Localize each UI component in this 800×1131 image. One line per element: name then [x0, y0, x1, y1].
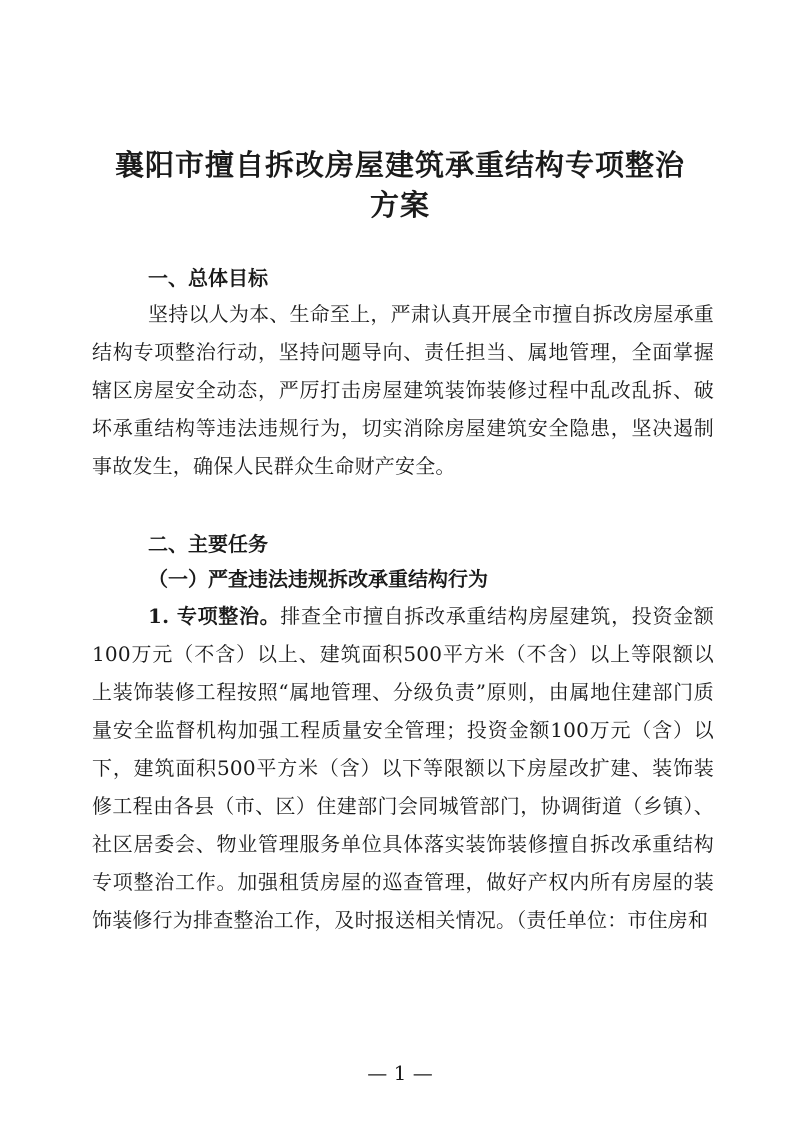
item1-lead: 1. 专项整治。: [148, 604, 281, 628]
subsection1-heading: （一）严查违法违规拆改承重结构行为: [148, 567, 488, 591]
document-title-line2: 方案: [369, 188, 430, 222]
section2-heading: 二、主要任务: [148, 532, 268, 556]
section1-paragraph: 坚持以人为本、生命至上，严肃认真开展全市擅自拆改房屋承重结构专项整治行动，坚持问题导向、责任担当、属地管理，全面掌握辖区房屋安全动态，严厉打击房屋建筑装饰装修过程中乱改乱拆、破坏承重结构等违法违规行为，切实消除房屋建筑安全隐患，坚决遏制事故发生，确保人民群众生命财产安全。: [92, 302, 714, 478]
item1-paragraph: [92, 597, 714, 939]
item1-body: 排查全市擅自拆改承重结构房屋建筑，投资金额100万元（不含）以上、建筑面积500平方米（不含）以上等限额以上装饰装修工程按照“属地管理、分级负责”原则，由属地住建部门质量安全监督机构加强工程质量安全管理；投资金额100万元（含）以下，建筑面积500平方米（含）以下等限额以下房屋改扩建、装饰装修工程由各县（市、区）住建部门会同城管部门，协调街道（乡镇）、社区居委会、物业管理服务单位具体落实装饰装修擅自拆改承重结构专项整治工作。加强租赁房屋的巡查管理，做好产权内所有房屋的装饰装修行为排查整治工作，及时报送相关情况。（责任单位：市住房和: [92, 604, 714, 932]
page-number: — 1 —: [367, 1061, 433, 1085]
document-title-line1: 襄阳市擅自拆改房屋建筑承重结构专项整治: [114, 148, 685, 182]
section1-heading: 一、总体目标: [148, 266, 268, 290]
